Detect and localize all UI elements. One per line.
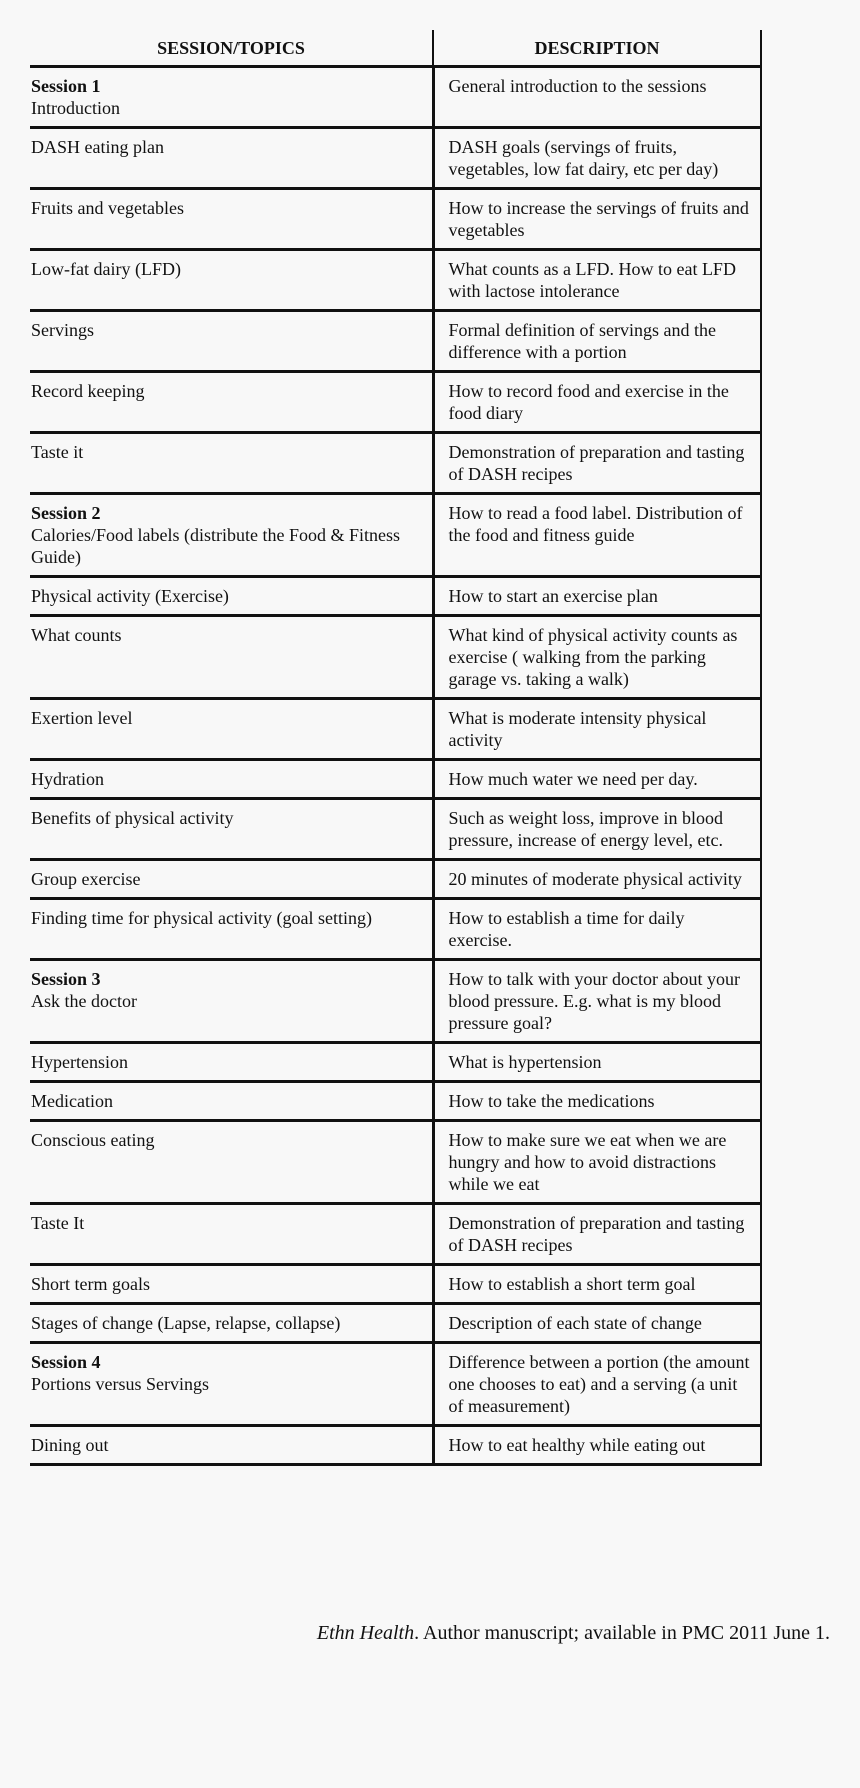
topic-text: Fruits and vegetables [31, 198, 184, 218]
description-cell: How to read a food label. Distribution of the food and fitness guide [433, 494, 761, 577]
topic-text: Benefits of physical activity [31, 808, 234, 828]
description-cell: What is moderate intensity physical activity [433, 699, 761, 760]
topic-text: Introduction [31, 98, 120, 118]
citation-text: . Author manuscript; available in PMC 2011 June 1. [414, 1622, 830, 1644]
topic-cell [30, 1265, 433, 1304]
description-cell: How to take the medications [433, 1082, 761, 1121]
table-row [30, 494, 761, 577]
table-row [30, 1265, 761, 1304]
topic-cell [30, 699, 433, 760]
topic-cell [30, 1043, 433, 1082]
topic-cell [30, 1426, 433, 1465]
table-row [30, 1204, 761, 1265]
session-label: Session 1 [31, 76, 101, 96]
topic-text: Taste It [31, 1213, 85, 1233]
topic-cell [30, 1304, 433, 1343]
table-row [30, 250, 761, 311]
topic-text: Dining out [31, 1435, 109, 1455]
topic-text: Servings [31, 320, 94, 340]
description-cell: DASH goals (servings of fruits, vegetables, low fat dairy, etc per day) [433, 128, 761, 189]
topic-cell [30, 899, 433, 960]
description-cell: Demonstration of preparation and tasting of DASH recipes [433, 1204, 761, 1265]
topic-cell [30, 128, 433, 189]
topic-text: Stages of change (Lapse, relapse, collapse) [31, 1313, 341, 1333]
topic-cell [30, 1082, 433, 1121]
table-row [30, 760, 761, 799]
table-row [30, 128, 761, 189]
table-row [30, 1343, 761, 1426]
topic-text: Conscious eating [31, 1130, 155, 1150]
table-row [30, 311, 761, 372]
table-row [30, 372, 761, 433]
description-cell: Such as weight loss, improve in blood pressure, increase of energy level, etc. [433, 799, 761, 860]
topic-cell [30, 494, 433, 577]
topic-text: Short term goals [31, 1274, 150, 1294]
topic-cell [30, 67, 433, 128]
description-cell: What counts as a LFD. How to eat LFD with lactose intolerance [433, 250, 761, 311]
description-cell: How to start an exercise plan [433, 577, 761, 616]
description-cell: 20 minutes of moderate physical activity [433, 860, 761, 899]
topic-cell [30, 311, 433, 372]
topic-text: Ask the doctor [31, 991, 137, 1011]
table-row [30, 899, 761, 960]
session-label: Session 3 [31, 969, 101, 989]
topic-cell [30, 189, 433, 250]
table-row [30, 799, 761, 860]
topic-text: Portions versus Servings [31, 1374, 210, 1394]
topic-cell [30, 616, 433, 699]
table-row [30, 616, 761, 699]
table-row [30, 860, 761, 899]
citation-footer [317, 1622, 830, 1645]
description-cell: How to establish a time for daily exercise. [433, 899, 761, 960]
topic-text: Hypertension [31, 1052, 128, 1072]
topic-cell [30, 250, 433, 311]
description-cell: How to talk with your doctor about your blood pressure. E.g. what is my blood pressure goal? [433, 960, 761, 1043]
description-cell: Formal definition of servings and the difference with a portion [433, 311, 761, 372]
topic-text: Medication [31, 1091, 113, 1111]
table-row [30, 1043, 761, 1082]
table-header-row [30, 30, 761, 67]
topic-text: Finding time for physical activity (goal setting) [31, 908, 372, 928]
description-cell: How to increase the servings of fruits and vegetables [433, 189, 761, 250]
topic-text: Taste it [31, 442, 84, 462]
table-row [30, 67, 761, 128]
topic-cell [30, 1343, 433, 1426]
description-cell: How much water we need per day. [433, 760, 761, 799]
description-cell: How to record food and exercise in the food diary [433, 372, 761, 433]
journal-name: Ethn Health [316, 1622, 415, 1644]
table-body [30, 67, 761, 1465]
table-row [30, 1304, 761, 1343]
description-cell: How to establish a short term goal [433, 1265, 761, 1304]
session-topics-table [30, 30, 762, 1466]
topic-cell [30, 960, 433, 1043]
header-description: DESCRIPTION [433, 30, 761, 67]
topic-cell [30, 1121, 433, 1204]
table-row [30, 1121, 761, 1204]
topic-text: DASH eating plan [31, 137, 164, 157]
topic-cell [30, 433, 433, 494]
topic-cell [30, 860, 433, 899]
table-row [30, 189, 761, 250]
description-cell: Demonstration of preparation and tasting of DASH recipes [433, 433, 761, 494]
table-row [30, 433, 761, 494]
topic-text: Hydration [31, 769, 104, 789]
table-row [30, 699, 761, 760]
table-row [30, 1082, 761, 1121]
description-cell: How to make sure we eat when we are hungry and how to avoid distractions while we eat [433, 1121, 761, 1204]
topic-cell [30, 372, 433, 433]
description-cell: How to eat healthy while eating out [433, 1426, 761, 1465]
topic-text: Group exercise [31, 869, 141, 889]
description-cell: General introduction to the sessions [433, 67, 761, 128]
topic-text: Calories/Food labels (distribute the Food & Fitness Guide) [31, 525, 400, 567]
topic-text: What counts [31, 625, 122, 645]
description-cell: What kind of physical activity counts as exercise ( walking from the parking garage vs. taking a walk) [433, 616, 761, 699]
topic-cell [30, 799, 433, 860]
table-row [30, 577, 761, 616]
session-label: Session 2 [31, 503, 101, 523]
header-session-topics: SESSION/TOPICS [30, 30, 433, 67]
topic-text: Record keeping [31, 381, 145, 401]
table-row [30, 960, 761, 1043]
description-cell: What is hypertension [433, 1043, 761, 1082]
table-row [30, 1426, 761, 1465]
topic-cell [30, 1204, 433, 1265]
description-cell: Description of each state of change [433, 1304, 761, 1343]
topic-text: Low-fat dairy (LFD) [31, 259, 181, 279]
topic-cell [30, 577, 433, 616]
topic-cell [30, 760, 433, 799]
topic-text: Physical activity (Exercise) [31, 586, 229, 606]
topic-text: Exertion level [31, 708, 133, 728]
session-label: Session 4 [31, 1352, 101, 1372]
description-cell: Difference between a portion (the amount one chooses to eat) and a serving (a unit of measurement) [433, 1343, 761, 1426]
